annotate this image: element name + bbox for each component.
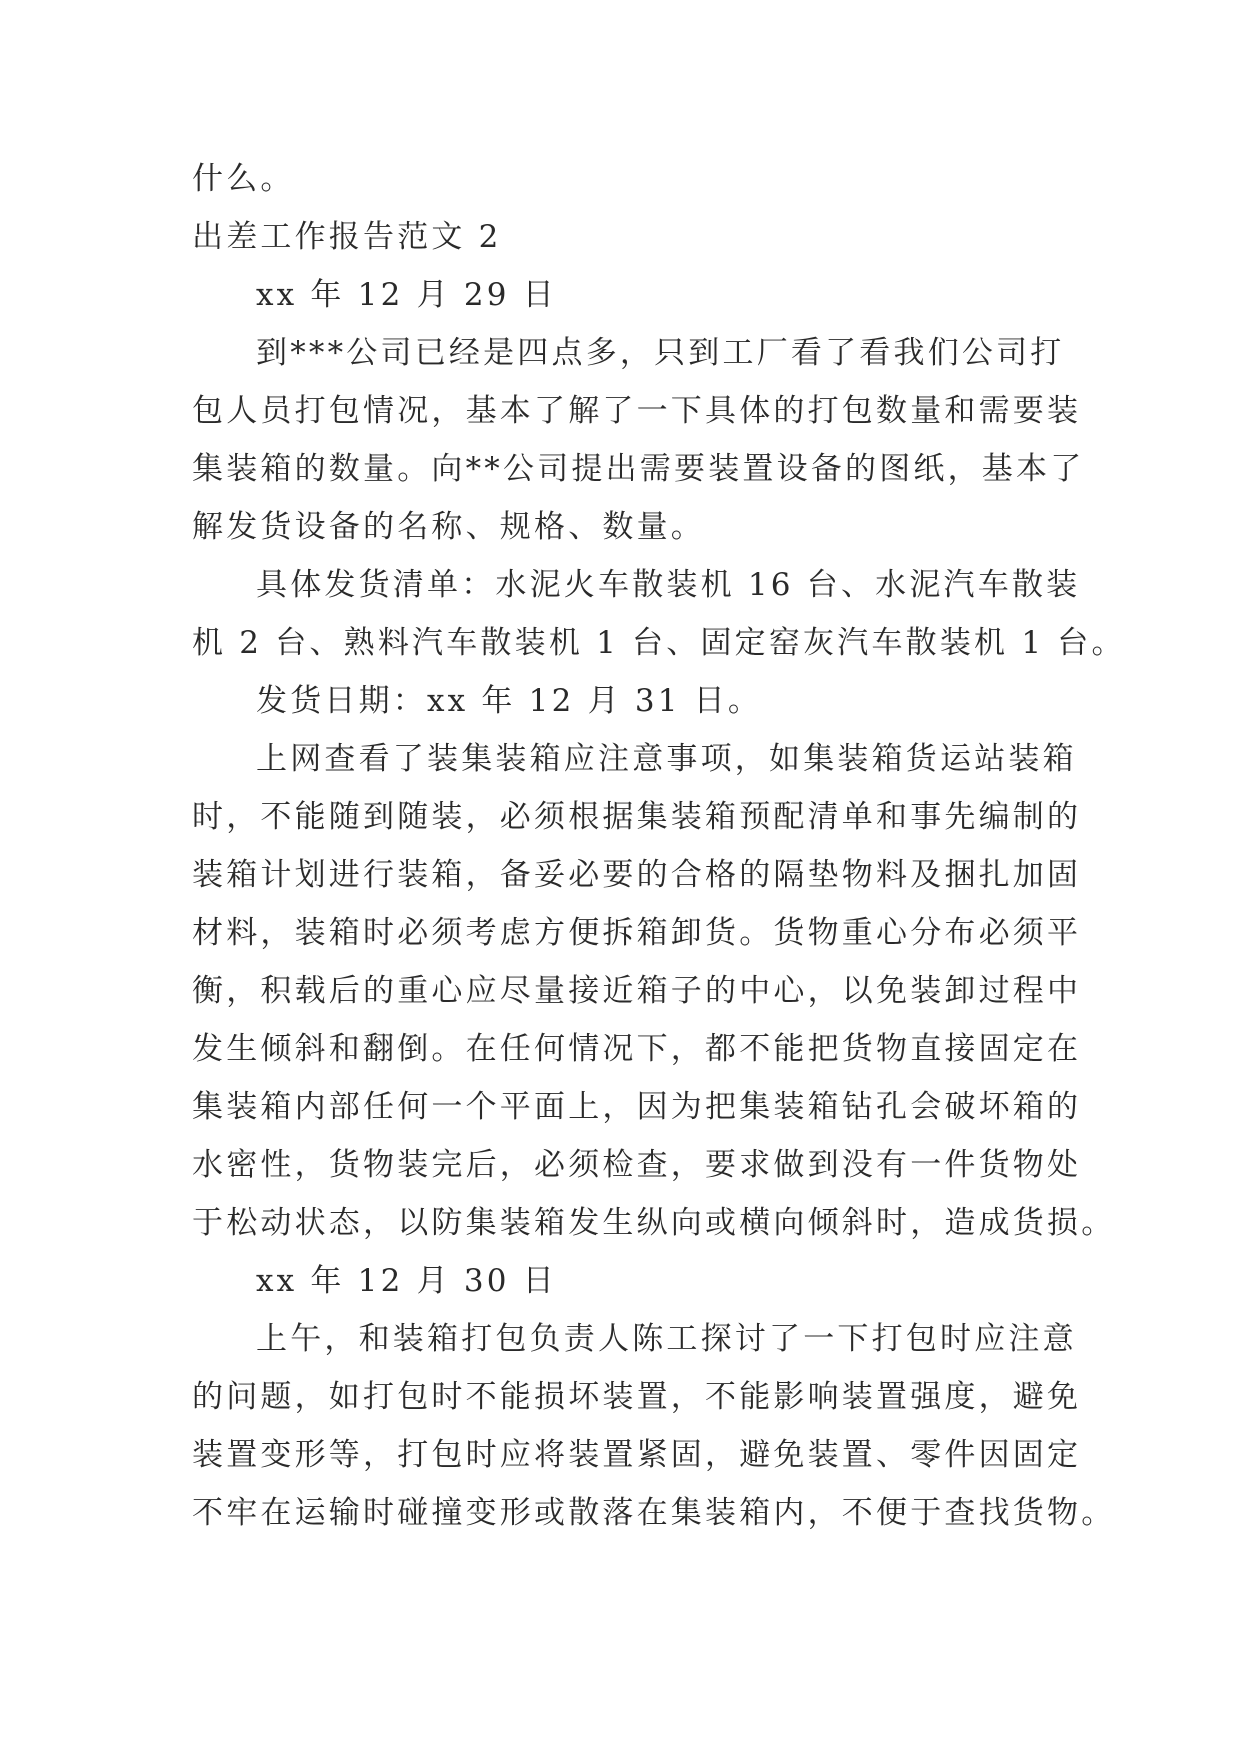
text-line: 装置变形等，打包时应将装置紧固，避免装置、零件因固定 bbox=[192, 1437, 1082, 1473]
document-body bbox=[192, 150, 1126, 1542]
text-line: 出差工作报告范文 2 bbox=[192, 219, 502, 255]
text-line: 不牢在运输时碰撞变形或散落在集装箱内，不便于查找货物。 bbox=[192, 1495, 1116, 1531]
text-line: 机 2 台、熟料汽车散装机 1 台、固定窑灰汽车散装机 1 台。 bbox=[192, 625, 1126, 661]
text-line: 上网查看了装集装箱应注意事项，如集装箱货运站装箱 bbox=[256, 741, 1077, 777]
text-line: 到***公司已经是四点多，只到工厂看了看我们公司打 bbox=[256, 335, 1065, 371]
text-line: 解发货设备的名称、规格、数量。 bbox=[192, 509, 705, 545]
text-line: 包人员打包情况，基本了解了一下具体的打包数量和需要装 bbox=[192, 393, 1082, 429]
text-line: xx 年 12 月 29 日 bbox=[256, 277, 557, 313]
text-line: xx 年 12 月 30 日 bbox=[256, 1263, 557, 1299]
text-line: 于松动状态，以防集装箱发生纵向或横向倾斜时，造成货损。 bbox=[192, 1205, 1116, 1241]
text-line: 上午，和装箱打包负责人陈工探讨了一下打包时应注意 bbox=[256, 1321, 1077, 1357]
text-line: 的问题，如打包时不能损坏装置，不能影响装置强度，避免 bbox=[192, 1379, 1082, 1415]
text-line: 发货日期：xx 年 12 月 31 日。 bbox=[256, 683, 763, 719]
text-line: 什么。 bbox=[192, 161, 295, 197]
text-line: 材料，装箱时必须考虑方便拆箱卸货。货物重心分布必须平 bbox=[192, 915, 1082, 951]
text-line: 发生倾斜和翻倒。在任何情况下，都不能把货物直接固定在 bbox=[192, 1031, 1082, 1067]
text-line: 具体发货清单：水泥火车散装机 16 台、水泥汽车散装 bbox=[256, 567, 1081, 603]
text-line: 集装箱内部任何一个平面上，因为把集装箱钻孔会破坏箱的 bbox=[192, 1089, 1082, 1125]
text-line: 装箱计划进行装箱，备妥必要的合格的隔垫物料及捆扎加固 bbox=[192, 857, 1082, 893]
text-line: 衡，积载后的重心应尽量接近箱子的中心，以免装卸过程中 bbox=[192, 973, 1082, 1009]
text-line: 时，不能随到随装，必须根据集装箱预配清单和事先编制的 bbox=[192, 799, 1082, 835]
text-line: 集装箱的数量。向**公司提出需要装置设备的图纸，基本了 bbox=[192, 451, 1085, 487]
text-line: 水密性，货物装完后，必须检查，要求做到没有一件货物处 bbox=[192, 1147, 1082, 1183]
